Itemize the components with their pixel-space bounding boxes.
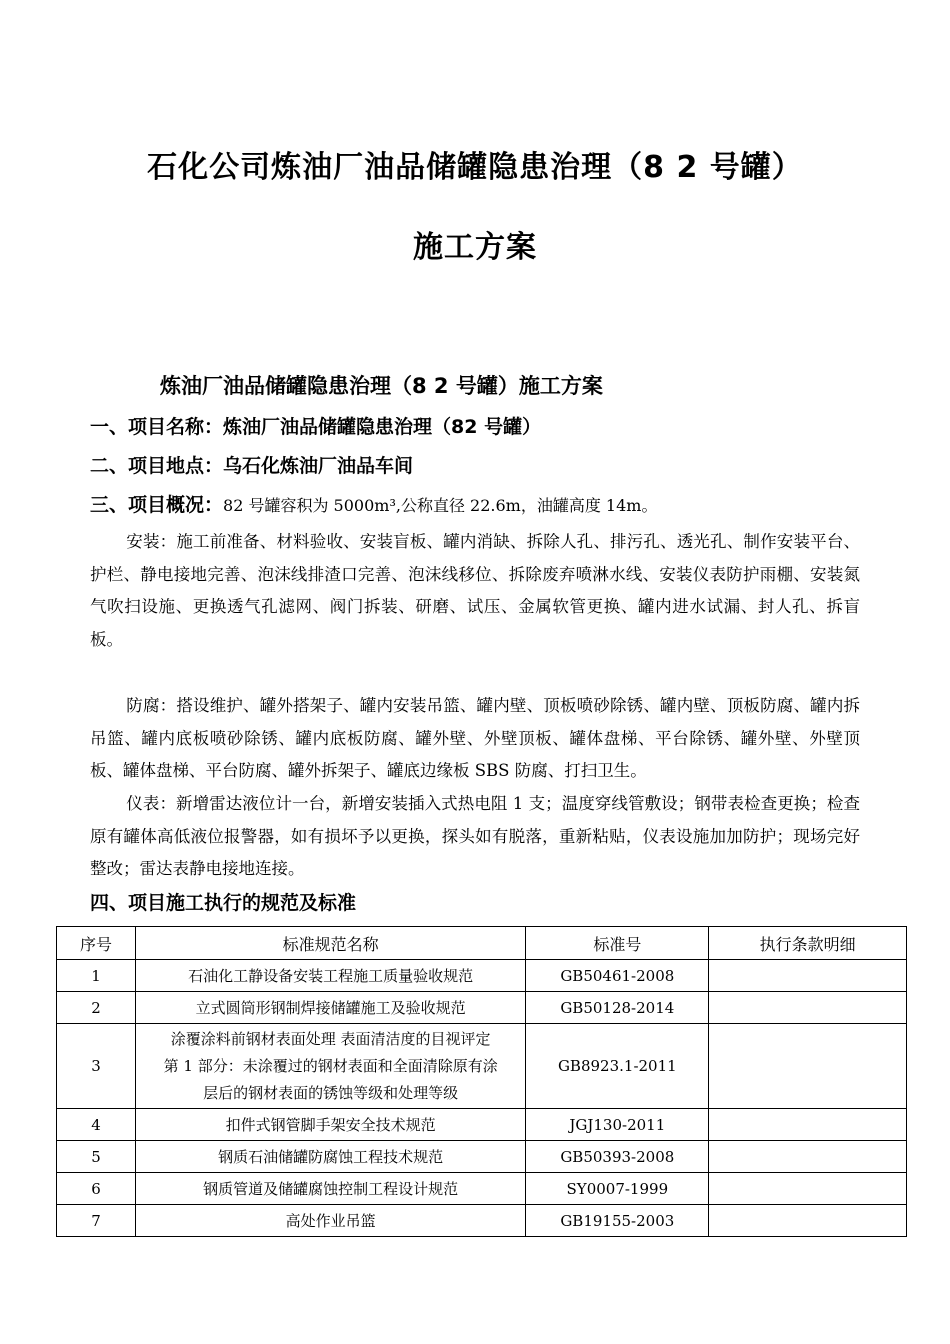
row-code: GB50128-2014: [526, 992, 709, 1024]
row-name: 石油化工静设备安装工程施工质量验收规范: [135, 960, 525, 992]
row-code: GB50461-2008: [526, 960, 709, 992]
header-name: 标准规范名称: [135, 927, 525, 960]
project-name: [90, 414, 541, 441]
instrument-paragraph: 仪表：新增雷达液位计一台，新增安装插入式热电阻 1 支；温度穿线管敷设；钢带表检查更换；检查原有罐体高低液位报警器，如有损坏予以更换，探头如有脱落，重新粘贴，仪表设施加加防护；现场完好整改；雷达表静电接地连接。: [90, 794, 860, 878]
row-name: 立式圆筒形钢制焊接储罐施工及验收规范: [135, 992, 525, 1024]
row-name: 高处作业吊篮: [135, 1205, 525, 1237]
document-title: 石化公司炼油厂油品储罐隐患治理（8 2 号罐）: [147, 150, 803, 185]
row-code: GB8923.1-2011: [526, 1024, 709, 1109]
row-no: 4: [57, 1109, 136, 1141]
standards-table: [56, 926, 907, 1237]
row-no: 7: [57, 1205, 136, 1237]
row-detail: [709, 960, 907, 992]
install-paragraph: 安装：施工前准备、材料验收、安装盲板、罐内消缺、拆除人孔、排污孔、透光孔、制作安装平台、护栏、静电接地完善、泡沫线排渣口完善、泡沫线移位、拆除废弃喷淋水线、安装仪表防护雨棚、安装氮气吹扫设施、更换透气孔滤网、阀门拆装、研磨、试压、金属软管更换、罐内进水试漏、封人孔、拆盲板。: [90, 532, 860, 649]
section4-heading: 四、项目施工执行的规范及标准: [90, 892, 357, 914]
row-detail: [709, 1141, 907, 1173]
project-location-value: 乌石化炼油厂油品车间: [223, 455, 414, 477]
table-row: [57, 1141, 907, 1173]
row-detail: [709, 1109, 907, 1141]
header-detail: 执行条款明细: [709, 927, 907, 960]
header-code: 标准号: [526, 927, 709, 960]
project-location: [90, 453, 413, 480]
row-no: 3: [57, 1024, 136, 1109]
anticorrosion-paragraph: 防腐：搭设维护、罐外搭架子、罐内安装吊篮、罐内壁、顶板喷砂除锈、罐内壁、顶板防腐、罐内拆吊篮、罐内底板喷砂除锈、罐内底板防腐、罐外壁、外壁顶板、罐体盘梯、平台除锈、罐外壁、外壁顶板、罐体盘梯、平台防腐、罐外拆架子、罐底边缘板 SBS 防腐、打扫卫生。: [90, 696, 860, 780]
project-overview-heading: 三、项目概况：: [90, 494, 224, 516]
row-code: GB50393-2008: [526, 1141, 709, 1173]
table-header-row: [57, 927, 907, 960]
row-name-line: 层后的钢材表面的锈蚀等级和处理等级: [203, 1083, 459, 1102]
row-name: 扣件式钢管脚手架安全技术规范: [135, 1109, 525, 1141]
row-name: 钢质石油储罐防腐蚀工程技术规范: [135, 1141, 525, 1173]
table-row: [57, 1173, 907, 1205]
table-row: [57, 960, 907, 992]
row-detail: [709, 1024, 907, 1109]
document-subtitle: 炼油厂油品储罐隐患治理（8 2 号罐）施工方案: [160, 374, 603, 398]
row-detail: [709, 1205, 907, 1237]
row-name-line: 涂覆涂料前钢材表面处理 表面清洁度的目视评定: [170, 1029, 491, 1048]
row-detail: [709, 992, 907, 1024]
row-code: JGJ130-2011: [526, 1109, 709, 1141]
project-overview: [90, 492, 657, 519]
project-name-heading: 一、项目名称：: [90, 416, 224, 438]
row-no: 5: [57, 1141, 136, 1173]
row-no: 2: [57, 992, 136, 1024]
table-row: [57, 992, 907, 1024]
row-no: 6: [57, 1173, 136, 1205]
header-no: 序号: [57, 927, 136, 960]
table-row: [57, 1205, 907, 1237]
row-name: 钢质管道及储罐腐蚀控制工程设计规范: [135, 1173, 525, 1205]
row-code: SY0007-1999: [526, 1173, 709, 1205]
project-name-value: 炼油厂油品储罐隐患治理（82 号罐）: [223, 416, 542, 438]
project-overview-value: 82 号罐容积为 5000m³,公称直径 22.6m，油罐高度 14m。: [223, 496, 658, 515]
table-row: [57, 1109, 907, 1141]
row-name-line: 第 1 部分：未涂覆过的钢材表面和全面清除原有涂: [163, 1056, 498, 1075]
document-title-line2: 施工方案: [413, 230, 537, 265]
row-name: [135, 1024, 525, 1109]
row-code: GB19155-2003: [526, 1205, 709, 1237]
row-no: 1: [57, 960, 136, 992]
table-row: [57, 1024, 907, 1109]
project-location-heading: 二、项目地点：: [90, 455, 224, 477]
row-detail: [709, 1173, 907, 1205]
